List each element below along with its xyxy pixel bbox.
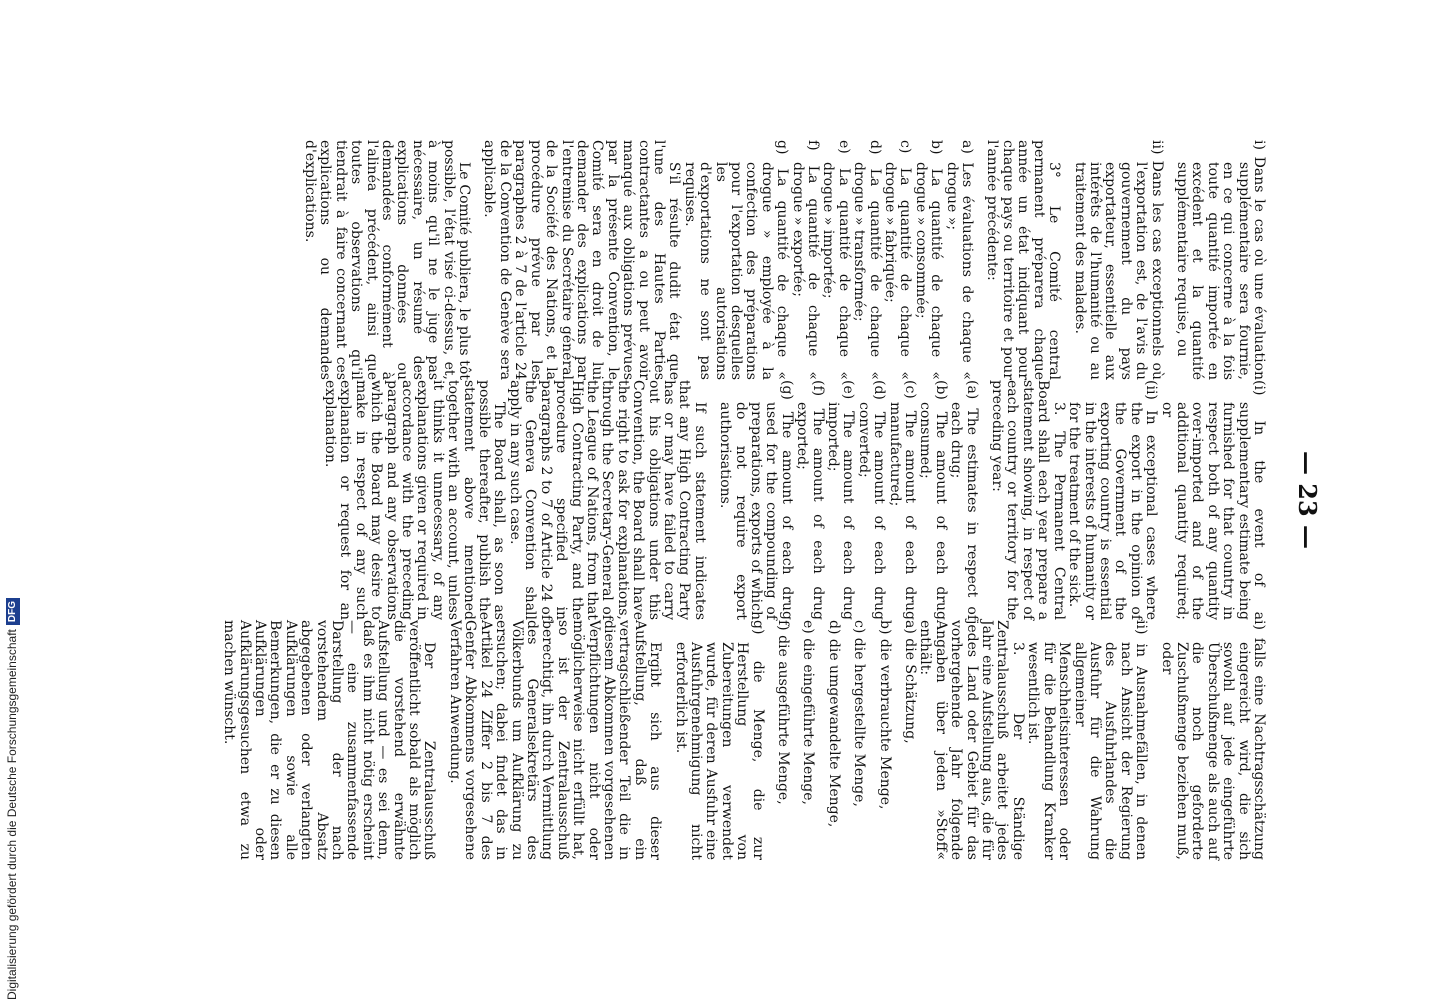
- fr-item-i: i) Dans le cas où une évaluation supplémentaire sera fournie, en ce qui concerne à la fois toute quantité importée en excédent et la quantité supplémentaire requise, ou: [1173, 140, 1267, 380]
- french-column: [302, 140, 1266, 380]
- page-number: — 23 —: [1293, 450, 1322, 550]
- fr-list-c: c) La quantité de chaque « drogue » fabriquée;: [882, 140, 914, 380]
- fr-list-a: a) Les évaluations de chaque « drogue »;: [943, 140, 976, 380]
- en-list-f: (f) The amount of each drug exported;: [794, 380, 826, 620]
- de-list-f: f) die ausgeführte Menge,: [775, 620, 792, 805]
- en-item-ii: (ii) In exceptional cases where the export in the opinion of the Government of the exporting country is essential in the interests of humanity or for the treatment of the sick.: [1066, 380, 1160, 620]
- digitization-credit: [3, 601, 21, 1000]
- fr-list-e: e) La quantité de chaque « drogue » importée;: [820, 140, 852, 380]
- de-paragraph-result: Ergibt sich aus dieser Aufstellung, daß ein vertragschließender Teil die in diesem Abkommen vorgesehenen Verpflichtungen nicht oder möglicherweise nicht erfüllt hat, so ist der Zentralausschuß berechtigt, ihn durch Vermittlung des Generalsekretärs des Völkerbunds um Aufklärung zu ersuchen; dabei findet das in Artikel 24 Ziffer 2 bis 7 des Genfer Abkommens vorgesehene Verfahren Anwendung.: [446, 620, 664, 860]
- credit-text: Digitalisierung gefördert durch die Deutsche Forschungsgemeinschaft: [5, 629, 19, 1000]
- de-list-g: g) die Menge, die zur Herstellung von Zubereitungen verwendet wurde, für deren Ausfuhr eine Ausfuhrgenehmigung nicht erforderlich ist.: [672, 620, 766, 860]
- en-list-e: (e) The amount of each drug imported;: [825, 380, 857, 620]
- en-list-c: (c) The amount of each drug manufactured;: [886, 380, 919, 620]
- fr-list-b: b) La quantité de chaque « drogue » consommée;: [912, 140, 945, 380]
- en-paragraph-publish: The Board shall, as soon as possible thereafter, publish the statement above mentioned together with an account, unless it thinks it unnecessary, of any explanations given or required in accordance with the preceding paragraph and any observations which the Board may desire to make in respect of any such explanation or request for an explanation.: [322, 380, 508, 620]
- fr-paragraph-3: 3° Le Comité central permanent préparera chaque année un état indiquant pour chaque pays ou territoire et pour l'année précédente:: [984, 140, 1063, 380]
- en-paragraph-3: 3. The Permanent Central Board shall each year prepare a statement showing, in respect of each country or territory for the preceding year:: [989, 380, 1067, 620]
- de-list-c: c) die hergestellte Menge,: [851, 620, 868, 807]
- fr-item-ii: ii) Dans les cas exceptionnels où l'exportation est, de l'avis du gouvernement du pays exportateur, essentielle aux intérêts de l'humanité ou au traitement des malades.: [1071, 140, 1165, 380]
- en-list-b: (b) The amount of each drug consumed;: [917, 380, 949, 620]
- de-list-e: e) die eingeführte Menge,: [800, 620, 817, 806]
- de-paragraph-publish: Der Zentralausschuß veröffentlicht sobald als möglich die vorstehend erwähnte Aufstellung und — es sei denn, daß es ihm nicht nötig erscheint — eine zusammenfassende Darstellung der nach vorstehendem Absatz abgegebenen oder verlangten Aufklärungen sowie alle Bemerkungen, die er zu diesen Aufklärungen oder Aufklärungsgesuchen etwa zu machen wünscht.: [221, 620, 438, 860]
- en-item-i: (i) In the event of a supplementary estimate being furnished for that country in respect both of any quantity over-imported and of the additional quantity required; or: [1158, 380, 1267, 620]
- de-item-i: i) falls eine Nachtragsschätzung eingereicht wird, die sich sowohl auf jede eingeführte Überschußmenge als auch auf die noch geforderte Zuschußmenge beziehen muß, oder: [1158, 620, 1267, 860]
- german-column: [221, 620, 1266, 860]
- fr-paragraph-publish: Le Comité publiera, le plus tôt possible, l'état visé ci-dessus, et, à moins qu'il ne le juge pas nécessaire, un résumé des explications données ou demandées conformément à l'alinéa précédent, ainsi que toutes observations qu'il tiendrait à faire concernant ces explications ou demandes d'explications.: [302, 140, 473, 380]
- de-list-a: a) die Schätzung,: [902, 620, 919, 744]
- en-list-g: (g) The amount of each drug used for the compounding of preparations, exports of which do not require export authorisations.: [717, 380, 795, 620]
- en-list-d: (d) The amount of each drug converted;: [855, 380, 888, 620]
- de-paragraph-3: 3. Der Ständige Zentralausschuß arbeitet jedes Jahr eine Aufstellung aus, die für jedes Land oder Gebiet für das vorhergehende Jahr folgende Angaben über jeden »Stoff« enthält:: [917, 620, 1026, 860]
- en-paragraph-result: If such statement indicates that any High Contracting Party has or may have failed to carry out his obligations under this Convention, the Board shall have the right to ask for explanations, through the Secretary-General of the League of Nations, from that High Contracting Party, and the procedure specified in paragraphs 2 to 7 of Article 24 of the Geneva Convention shall apply in any such case.: [506, 380, 708, 620]
- de-list-b: b) die verbrauchte Menge,: [876, 620, 893, 810]
- fr-list-g: g) La quantité de chaque « drogue » employée à la confection des préparations pour l'exportation desquelles les autorisations d'exportations ne sont pas requises.: [681, 140, 791, 380]
- fr-list-f: f) La quantité de chaque « drogue » exportée;: [789, 140, 822, 380]
- fr-paragraph-result: S'il résulte dudit état que l'une des Hautes Parties contractantes a ou peut avoir manqué aux obligations prévues par la présente Convention, le Comité sera en droit de lui demander des explications par l'entremise du Secrétaire général de la Société des Nations, et la procédure prévue par les paragraphes 2 à 7 de l'article 24 de la Convention de Genève sera applicable.: [481, 140, 683, 380]
- de-item-ii: ii) in Ausnahmefällen, in denen nach Ansicht der Regierung des Ausfuhrlandes die Ausfuhr für die Wahrung allgemeiner Menschheitsinteressen oder für die Behandlung Kranker wesentlich ist.: [1025, 620, 1150, 860]
- english-column: [322, 380, 1266, 620]
- de-list-d: d) die umgewandelte Menge,: [825, 620, 842, 828]
- fr-list-d: d) La quantité de chaque « drogue » transformée;: [851, 140, 883, 380]
- dfg-logo-icon: DFG: [6, 598, 20, 625]
- en-list-a: (a) The estimates in respect of each drug;: [948, 380, 980, 620]
